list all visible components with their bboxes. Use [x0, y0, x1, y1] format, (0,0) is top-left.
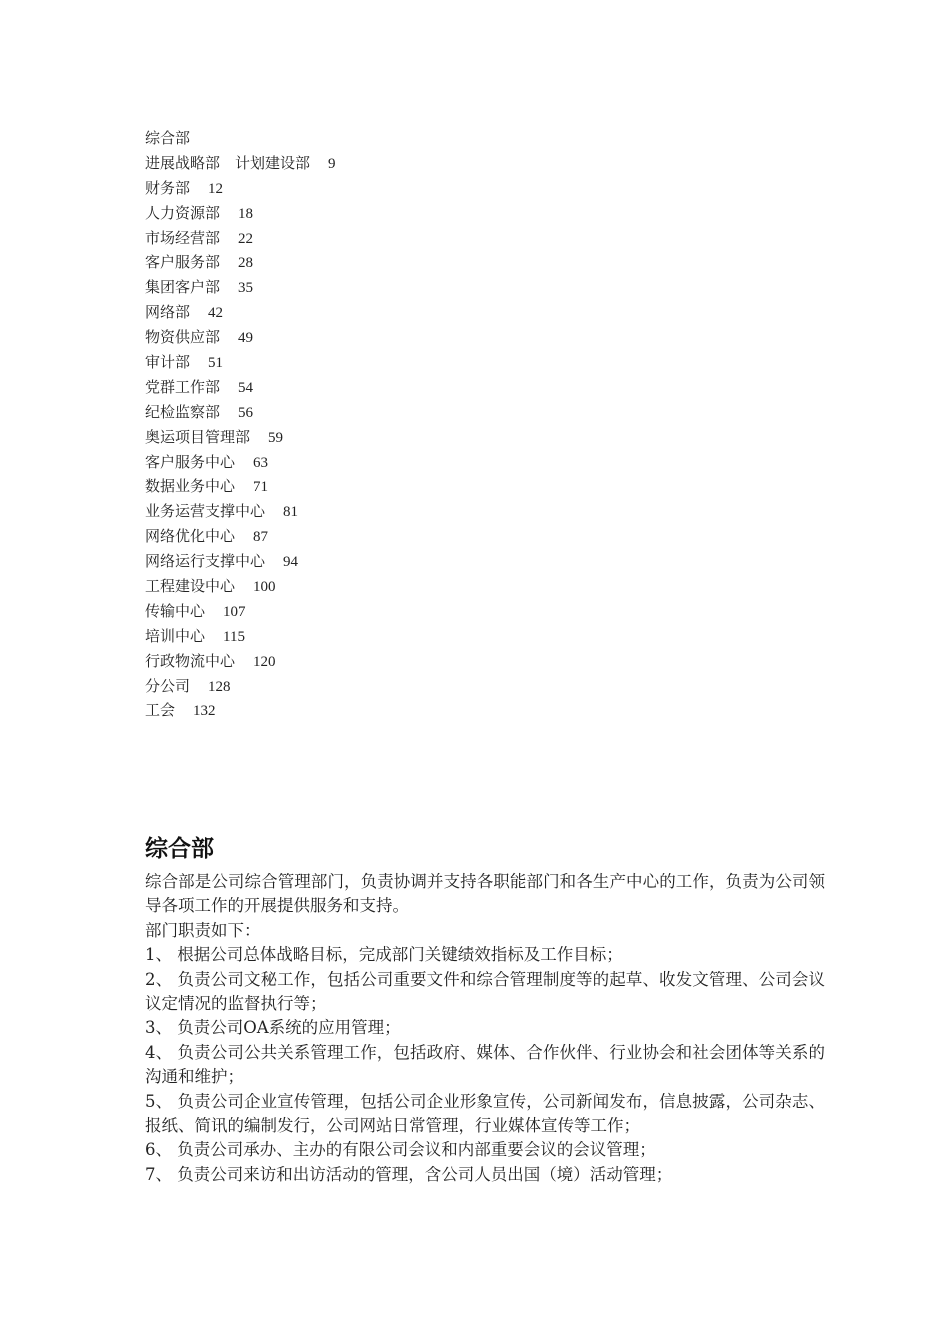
toc-entry[interactable]: [145, 350, 336, 375]
toc-page-number: 132: [193, 703, 216, 720]
toc-entry-title: 行政物流中心: [145, 651, 236, 670]
toc-entry[interactable]: [145, 400, 336, 425]
toc-entry-title: 分公司: [145, 676, 191, 695]
toc-entry[interactable]: [145, 275, 336, 300]
toc-page-number: 12: [208, 180, 224, 197]
table-of-contents: [145, 126, 336, 723]
duty-item: 5、 负责公司企业宣传管理，包括公司企业形象宣传，公司新闻发布，信息披露，公司杂志、报纸、简讯的编制发行，公司网站日常管理，行业媒体宣传等工作；: [145, 1091, 825, 1136]
toc-page-number: 128: [208, 678, 231, 695]
toc-entry[interactable]: [145, 201, 336, 226]
toc-entry-title: 市场经营部: [145, 228, 221, 247]
toc-entry[interactable]: [145, 176, 336, 201]
toc-entry-title: 网络部: [145, 303, 191, 322]
toc-page-number: 54: [238, 379, 254, 396]
toc-page-number: 22: [238, 230, 254, 247]
toc-entry-title: 进展战略部 计划建设部: [145, 153, 311, 172]
duty-item: 3、 负责公司OA系统的应用管理；: [145, 1018, 401, 1038]
toc-entry[interactable]: [145, 599, 336, 624]
toc-entry[interactable]: [145, 698, 336, 723]
toc-page-number: 49: [238, 330, 254, 347]
toc-entry[interactable]: [145, 549, 336, 574]
toc-entry[interactable]: [145, 151, 336, 176]
toc-entry-title: 客户服务部: [145, 253, 221, 272]
toc-page-number: 56: [238, 404, 254, 421]
toc-entry[interactable]: [145, 499, 336, 524]
toc-page-number: 100: [253, 579, 276, 596]
department-section: [145, 832, 825, 1187]
toc-entry[interactable]: [145, 524, 336, 549]
duty-item: 4、 负责公司公共关系管理工作，包括政府、媒体、合作伙伴、行业协会和社会团体等关系的沟通和维护；: [145, 1042, 825, 1087]
duty-item: 7、 负责公司来访和出访活动的管理，含公司人员出国（境）活动管理；: [145, 1164, 673, 1184]
toc-entry[interactable]: [145, 375, 336, 400]
toc-entry-title: 业务运营支撑中心: [145, 502, 266, 521]
toc-page-number: 28: [238, 255, 254, 272]
toc-entry-title: 财务部: [145, 178, 191, 197]
duty-item: 1、 根据公司总体战略目标，完成部门关键绩效指标及工作目标；: [145, 945, 623, 965]
section-heading: 综合部: [145, 836, 214, 862]
toc-page-number: 42: [208, 305, 224, 322]
duty-item: 2、 负责公司文秘工作，包括公司重要文件和综合管理制度等的起草、收发文管理、公司会议议定情况的监督执行等；: [145, 969, 825, 1014]
toc-entry-title: 集团客户部: [145, 278, 221, 297]
toc-entry[interactable]: [145, 624, 336, 649]
toc-entry[interactable]: [145, 250, 336, 275]
toc-entry[interactable]: [145, 674, 336, 699]
toc-entry-title: 纪检监察部: [145, 402, 221, 421]
toc-entry[interactable]: [145, 325, 336, 350]
toc-entry-title: 工程建设中心: [145, 577, 236, 596]
toc-entry-title: 数据业务中心: [145, 477, 236, 496]
toc-entry-title: 人力资源部: [145, 203, 221, 222]
duties-heading: 部门职责如下：: [145, 920, 261, 940]
toc-page-number: 9: [328, 155, 336, 172]
toc-entry-title: 综合部: [145, 129, 191, 147]
toc-page-number: 18: [238, 205, 254, 222]
toc-page-number: 120: [253, 653, 276, 670]
toc-page-number: 81: [283, 504, 299, 521]
toc-entry[interactable]: [145, 226, 336, 251]
toc-entry[interactable]: [145, 450, 336, 475]
toc-entry[interactable]: [145, 126, 336, 151]
toc-page-number: 107: [223, 603, 246, 620]
toc-page-number: 71: [253, 479, 269, 496]
toc-entry-title: 客户服务中心: [145, 452, 236, 471]
toc-entry-title: 物资供应部: [145, 328, 221, 347]
toc-page-number: 63: [253, 454, 269, 471]
toc-page-number: 51: [208, 355, 224, 372]
toc-entry[interactable]: [145, 649, 336, 674]
toc-page-number: 115: [223, 628, 245, 645]
toc-entry[interactable]: [145, 425, 336, 450]
section-intro: 综合部是公司综合管理部门，负责协调并支持各职能部门和各生产中心的工作，负责为公司领导各项工作的开展提供服务和支持。: [145, 872, 825, 916]
toc-entry-title: 审计部: [145, 353, 191, 372]
toc-page-number: 35: [238, 280, 254, 297]
toc-entry-title: 党群工作部: [145, 377, 221, 396]
toc-page-number: 87: [253, 529, 269, 546]
toc-page-number: 94: [283, 554, 299, 571]
toc-entry-title: 网络优化中心: [145, 527, 236, 546]
toc-entry-title: 培训中心: [145, 626, 206, 645]
toc-page-number: 59: [268, 429, 284, 446]
toc-entry[interactable]: [145, 574, 336, 599]
toc-entry-title: 工会: [145, 701, 176, 720]
toc-entry-title: 传输中心: [145, 601, 206, 620]
toc-entry-title: 网络运行支撑中心: [145, 552, 266, 571]
toc-entry[interactable]: [145, 300, 336, 325]
toc-entry[interactable]: [145, 474, 336, 499]
duty-item: 6、 负责公司承办、主办的有限公司会议和内部重要会议的会议管理；: [145, 1140, 656, 1160]
toc-entry-title: 奥运项目管理部: [145, 427, 251, 446]
